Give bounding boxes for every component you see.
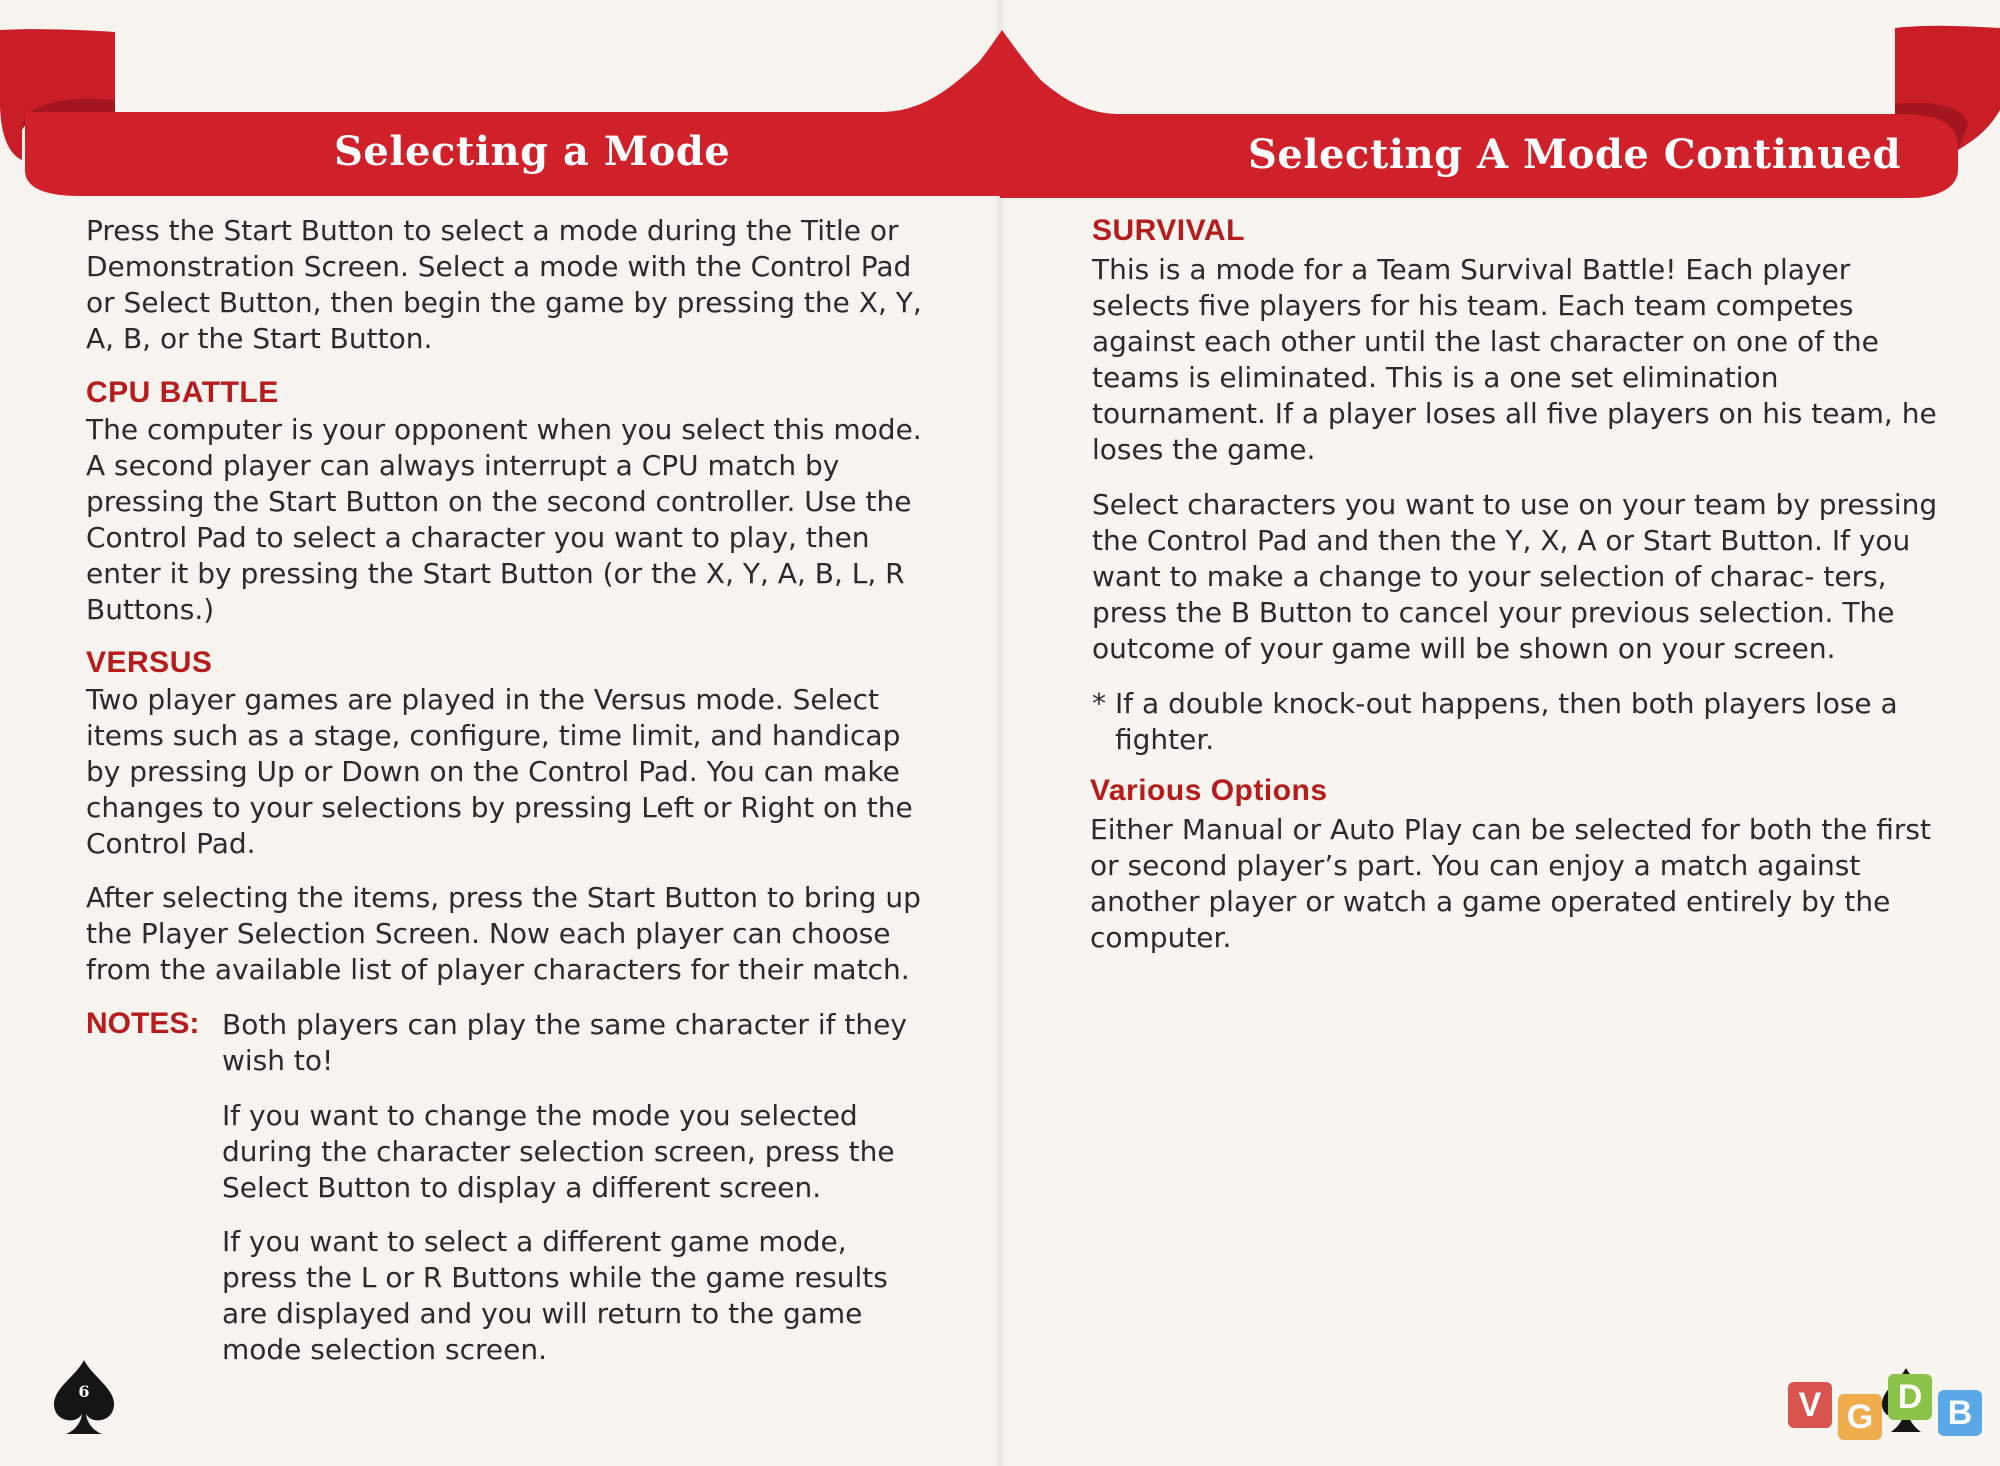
- watermark-tile-g: G: [1838, 1394, 1882, 1440]
- intro-paragraph: [86, 213, 926, 357]
- survival-paragraph-2: [1092, 487, 1942, 667]
- cpu-battle-paragraph: [86, 412, 926, 628]
- versus-text-1: Two player games are played in the Versus mode. Select items such as a stage, configure, time limit, and handicap by pressing Up or Down on the Control Pad. You can make changes to your selections by pressing Left or Right on the Control Pad.: [86, 683, 913, 860]
- various-options-text: Either Manual or Auto Play can be selected for both the first or second player’s part. You can enjoy a match against another player or watch a game operated entirely by the computer.: [1090, 813, 1931, 954]
- survival-text-1: This is a mode for a Team Survival Battle! Each player selects five players for his team. Each team competes against each other until the last character on one of the teams is eliminated. This is a one set elimination tournament. If a player loses all five players on his team, he loses the game.: [1092, 253, 1937, 466]
- note-3-text: If you want to select a different game mode, press the L or R Buttons while the game results are displayed and you will return to the game mode selection screen.: [222, 1225, 888, 1366]
- versus-heading: VERSUS: [86, 646, 213, 679]
- versus-paragraph-1: [86, 682, 926, 862]
- page-number: 6: [78, 1382, 90, 1401]
- watermark-tile-d: D: [1888, 1374, 1932, 1420]
- cpu-battle-text: The computer is your opponent when you select this mode. A second player can always interrupt a CPU match by pressing the Start Button on the second controller. Use the Control Pad to select a character you want to play, then enter it by pressing the Start Button (or the X, Y, A, B, L, R Buttons.): [86, 413, 922, 626]
- versus-paragraph-2: [86, 880, 926, 988]
- page-spine: [994, 0, 1006, 1466]
- footnote-text: If a double knock-out happens, then both players lose a fighter.: [1115, 687, 1898, 756]
- cpu-battle-heading: CPU BATTLE: [86, 376, 279, 409]
- note-2: [222, 1098, 922, 1206]
- various-options-paragraph: [1090, 812, 1940, 956]
- notes-label: NOTES:: [86, 1007, 200, 1040]
- note-1: [222, 1007, 922, 1079]
- note-3: [222, 1224, 922, 1368]
- survival-paragraph-1: [1092, 252, 1942, 468]
- footnote: [1115, 686, 1945, 758]
- vgdb-watermark: [1788, 1374, 1988, 1454]
- footnote-mark: *: [1092, 687, 1106, 720]
- left-banner-title: Selecting a Mode: [334, 128, 731, 175]
- survival-heading: SURVIVAL: [1092, 214, 1245, 247]
- ribbon-banner: [0, 0, 2000, 210]
- intro-text: Press the Start Button to select a mode during the Title or Demonstration Screen. Select a mode with the Control Pad or Select Button, then begin the game by pressing the X, Y, A, B, or the Start Button.: [86, 214, 922, 355]
- various-options-heading: Various Options: [1090, 774, 1328, 807]
- right-banner-title: Selecting A Mode Continued: [1248, 131, 1902, 178]
- survival-text-2: Select characters you want to use on your team by pressing the Control Pad and then the Y, X, A or Start Button. If you want to make a change to your selection of charac- ters, press the B Button to cancel your previous selection. The outcome of your game will be shown on your screen.: [1092, 488, 1938, 665]
- note-2-text: If you want to change the mode you selected during the character selection screen, press the Select Button to display a different screen.: [222, 1099, 895, 1204]
- watermark-tile-b: B: [1938, 1390, 1982, 1436]
- versus-text-2: After selecting the items, press the Start Button to bring up the Player Selection Screen. Now each player can choose from the available list of player characters for their match.: [86, 881, 921, 986]
- note-1-text: Both players can play the same character if they wish to!: [222, 1008, 907, 1077]
- watermark-tile-v: V: [1788, 1382, 1832, 1428]
